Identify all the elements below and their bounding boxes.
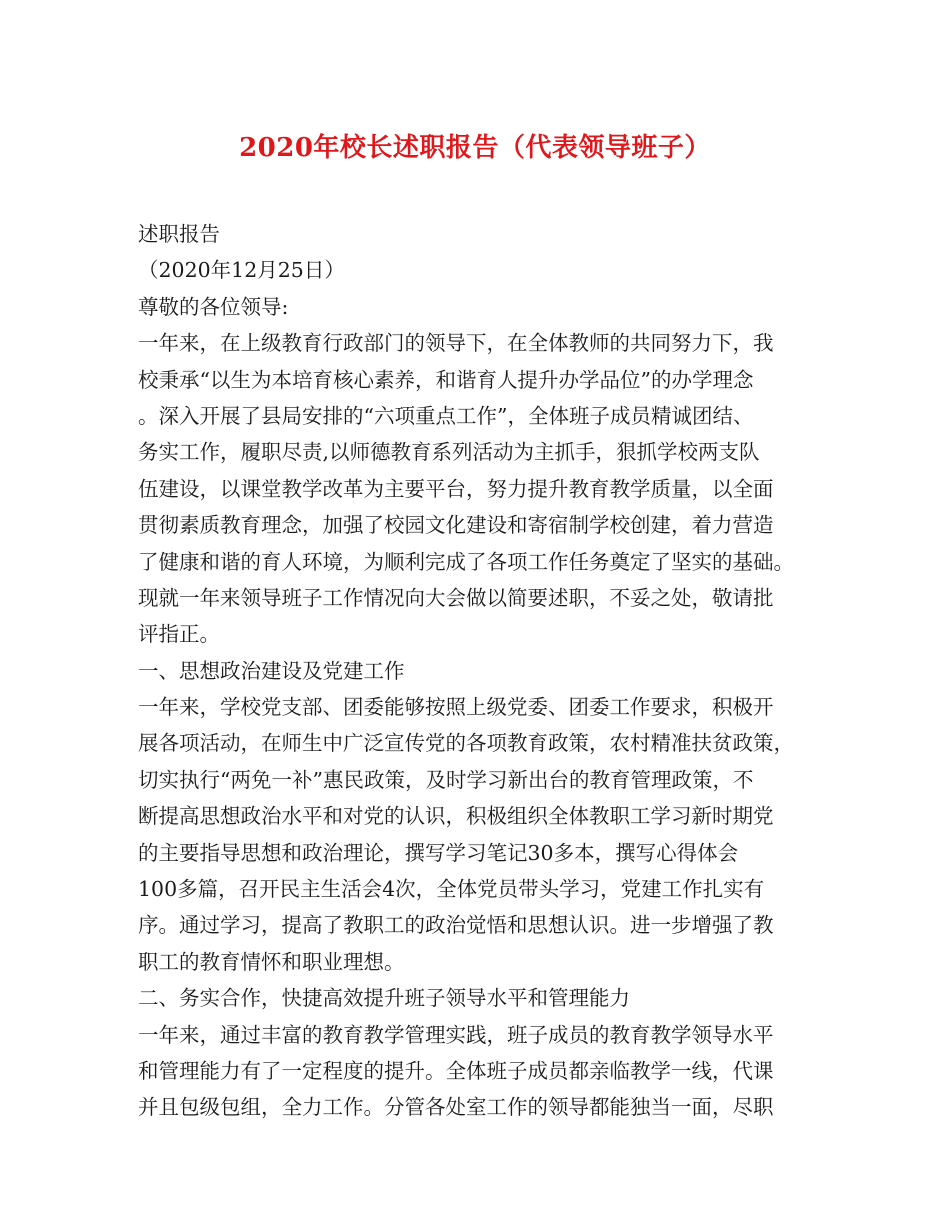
paragraph-line: 评指正。 — [138, 622, 220, 647]
paragraph-line: 伍建设，以课堂教学改革为主要平台，努力提升教育教学质量，以全面 — [138, 476, 774, 501]
report-date: （2020年12月25日） — [138, 258, 345, 283]
section-heading: 二、务实合作，快捷高效提升班子领导水平和管理能力 — [138, 986, 630, 1011]
paragraph-line: 和管理能力有了一定程度的提升。全体班子成员都亲临教学一线，代课 — [138, 1058, 774, 1083]
paragraph-line: 贯彻素质教育理念，加强了校园文化建设和寄宿制学校创建，着力营造 — [138, 513, 774, 538]
paragraph-line: 序。通过学习，提高了教职工的政治觉悟和思想认识。进一步增强了教 — [138, 913, 774, 938]
paragraph-line: 一年来，在上级教育行政部门的领导下，在全体教师的共同努力下，我 — [138, 331, 774, 356]
paragraph-line: 务实工作，履职尽责,以师德教育系列活动为主抓手，狠抓学校两支队 — [138, 440, 760, 465]
paragraph-line: 100多篇，召开民主生活会4次，全体党员带头学习，党建工作扎实有 — [138, 877, 765, 902]
paragraph-line: 。深入开展了县局安排的“六项重点工作”，全体班子成员精诚团结、 — [138, 403, 754, 428]
paragraph-line: 一年来，学校党支部、团委能够按照上级党委、团委工作要求，积极开 — [138, 695, 774, 720]
paragraph-line: 断提高思想政治水平和对党的认识，积极组织全体教职工学习新时期党 — [138, 804, 774, 829]
document-body — [138, 216, 818, 1126]
document-title: 2020年校长述职报告（代表领导班子） — [239, 133, 711, 163]
salutation: 尊敬的各位领导: — [138, 294, 289, 319]
paragraph-line: 职工的教育情怀和职业理想。 — [138, 949, 405, 974]
report-heading: 述职报告 — [138, 222, 220, 246]
section-heading: 一、思想政治建设及党建工作 — [138, 658, 405, 683]
paragraph-line: 切实执行“两免一补”惠民政策，及时学习新出台的教育管理政策，不 — [138, 767, 754, 792]
paragraph-line: 了健康和谐的育人环境，为顺利完成了各项工作任务奠定了坚实的基础。 — [138, 549, 794, 574]
paragraph-line: 展各项活动，在师生中广泛宣传党的各项教育政策，农村精准扶贫政策， — [138, 731, 794, 756]
paragraph-line: 现就一年来领导班子工作情况向大会做以简要述职，不妥之处，敬请批 — [138, 585, 774, 610]
paragraph-line: 并且包级包组，全力工作。分管各处室工作的领导都能独当一面，尽职 — [138, 1095, 774, 1120]
paragraph-line: 一年来，通过丰富的教育教学管理实践，班子成员的教育教学领导水平 — [138, 1022, 774, 1047]
paragraph-line: 的主要指导思想和政治理论，撰写学习笔记30多本，撰写心得体会 — [138, 840, 739, 865]
paragraph-line: 校秉承“以生为本培育核心素养，和谐育人提升办学品位”的办学理念 — [138, 367, 754, 392]
